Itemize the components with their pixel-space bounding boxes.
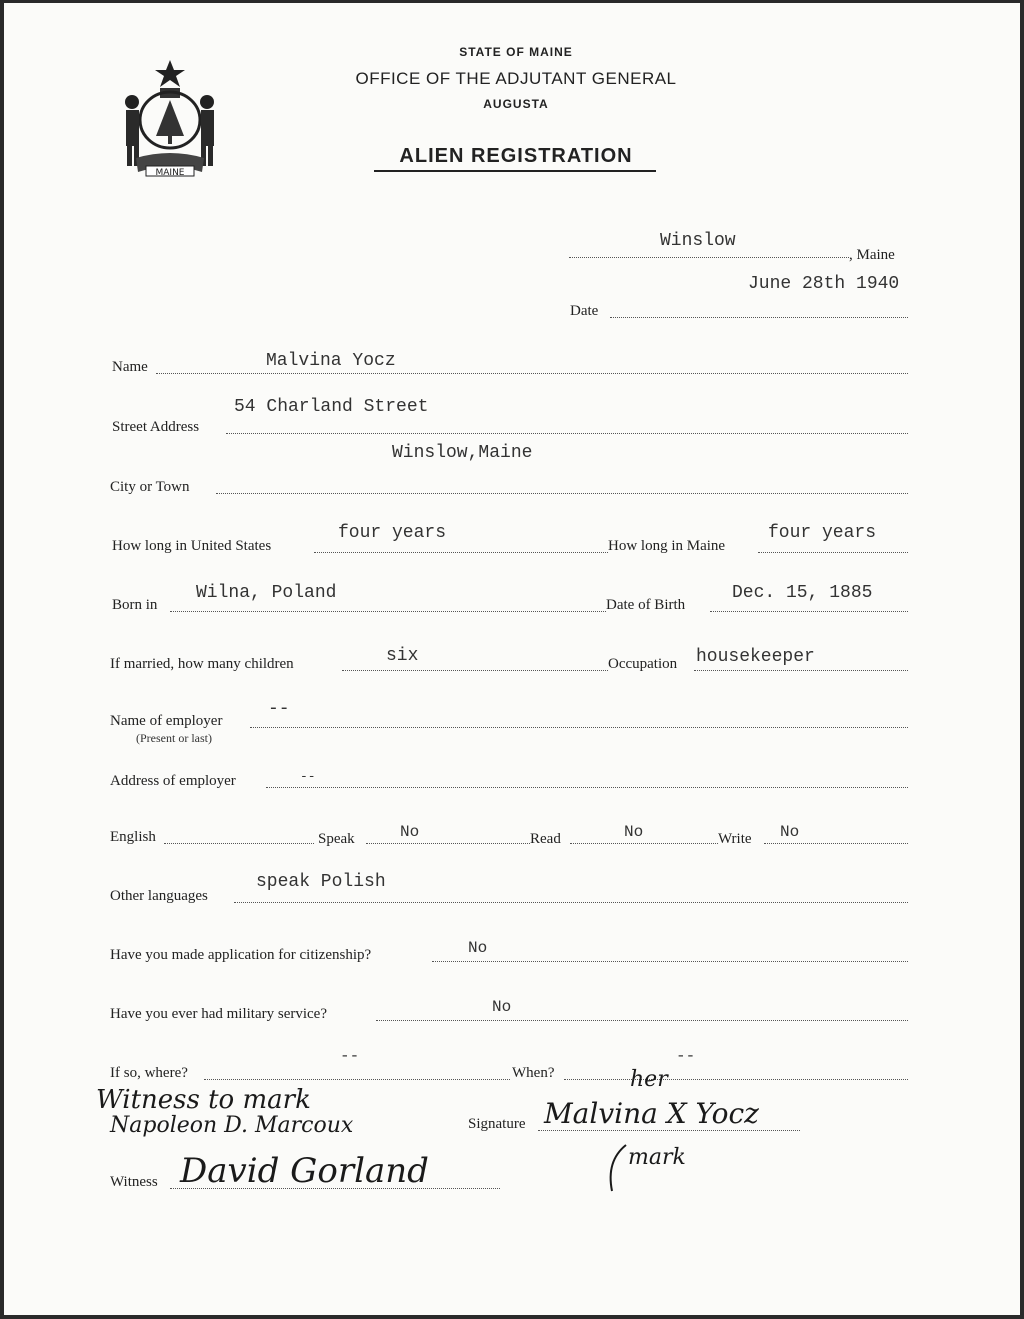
other-languages-label: Other languages: [110, 888, 208, 904]
city-label: City or Town: [110, 479, 190, 495]
when-value: --: [676, 1047, 696, 1065]
citizenship-line: [432, 961, 908, 962]
us-duration-line: [314, 552, 608, 553]
maine-state-seal: [114, 58, 226, 186]
when-label: When?: [512, 1065, 555, 1081]
employer-address-value: --: [300, 769, 316, 784]
speak-label: Speak: [318, 831, 355, 847]
us-duration-label: How long in United States: [112, 538, 272, 554]
read-value: No: [624, 823, 644, 841]
born-in-label: Born in: [112, 597, 158, 613]
speak-line: [366, 843, 530, 844]
other-languages-line: [234, 902, 908, 903]
write-value: No: [780, 823, 800, 841]
birth-date-line: [710, 611, 908, 612]
street-value: 54 Charland Street: [234, 397, 429, 417]
when-line: [564, 1079, 908, 1080]
birth-date-label: Date of Birth: [606, 597, 686, 613]
employer-line: [250, 727, 908, 728]
city-value: Winslow,Maine: [392, 443, 533, 463]
occupation-label: Occupation: [608, 656, 678, 672]
street-label: Street Address: [112, 419, 200, 435]
citizenship-label: Have you made application for citizenship?: [110, 947, 372, 963]
signature-mark: mark: [628, 1145, 686, 1170]
signature-mark-bracket: [604, 1141, 634, 1201]
employer-address-line: [266, 787, 908, 788]
occupation-line: [694, 670, 908, 671]
place-line: [569, 257, 849, 258]
witness-note-line1: Witness to mark: [96, 1085, 311, 1115]
name-value: Malvina Yocz: [266, 351, 396, 371]
date-value: June 28th 1940: [748, 274, 900, 294]
state-heading: STATE OF MAINE: [459, 45, 573, 59]
employer-value: --: [268, 699, 290, 719]
city-heading: AUGUSTA: [483, 97, 549, 111]
english-speak-line: [164, 843, 314, 844]
witness-value: David Gorland: [180, 1151, 429, 1191]
place-value: Winslow: [660, 231, 736, 251]
place-suffix: , Maine: [849, 247, 895, 263]
read-line: [570, 843, 718, 844]
read-label: Read: [530, 831, 561, 847]
citizenship-value: No: [468, 939, 488, 957]
employer-address-label: Address of employer: [110, 773, 236, 789]
birth-date-value: Dec. 15, 1885: [732, 583, 873, 603]
born-in-line: [170, 611, 606, 612]
maine-duration-label: How long in Maine: [608, 538, 726, 554]
military-label: Have you ever had military service?: [110, 1006, 327, 1022]
street-line: [226, 433, 908, 434]
date-line: [610, 317, 908, 318]
witness-label: Witness: [110, 1174, 158, 1190]
military-value: No: [492, 998, 512, 1016]
where-line: [204, 1079, 510, 1080]
name-label: Name: [112, 359, 148, 375]
military-line: [376, 1020, 908, 1021]
signature-label: Signature: [468, 1116, 526, 1132]
children-line: [342, 670, 608, 671]
occupation-value: housekeeper: [696, 647, 815, 667]
speak-value: No: [400, 823, 420, 841]
svg-text:MAINE: MAINE: [155, 168, 185, 178]
other-languages-value: speak Polish: [256, 872, 386, 892]
employer-label: Name of employer: [110, 713, 223, 729]
witness-note-line2: Napoleon D. Marcoux: [110, 1113, 354, 1138]
registration-form-page: [4, 3, 1020, 1315]
where-value: --: [340, 1047, 360, 1065]
date-label: Date: [570, 303, 599, 319]
write-label: Write: [718, 831, 752, 847]
form-title: ALIEN REGISTRATION: [399, 145, 633, 167]
where-label: If so, where?: [110, 1065, 188, 1081]
children-value: six: [386, 646, 419, 666]
office-heading: OFFICE OF THE ADJUTANT GENERAL: [355, 69, 677, 88]
signature-value: Malvina X Yocz: [544, 1097, 759, 1130]
signature-her: her: [630, 1067, 668, 1092]
write-line: [764, 843, 908, 844]
title-underline: [374, 170, 656, 172]
maine-duration-line: [758, 552, 908, 553]
maine-duration-value: four years: [768, 523, 877, 543]
born-in-value: Wilna, Poland: [196, 583, 337, 603]
city-line: [216, 493, 908, 494]
us-duration-value: four years: [338, 523, 447, 543]
name-line: [156, 373, 908, 374]
children-label: If married, how many children: [110, 656, 294, 672]
english-label: English: [110, 829, 156, 845]
employer-sublabel: (Present or last): [136, 731, 212, 745]
signature-line: [538, 1130, 800, 1131]
